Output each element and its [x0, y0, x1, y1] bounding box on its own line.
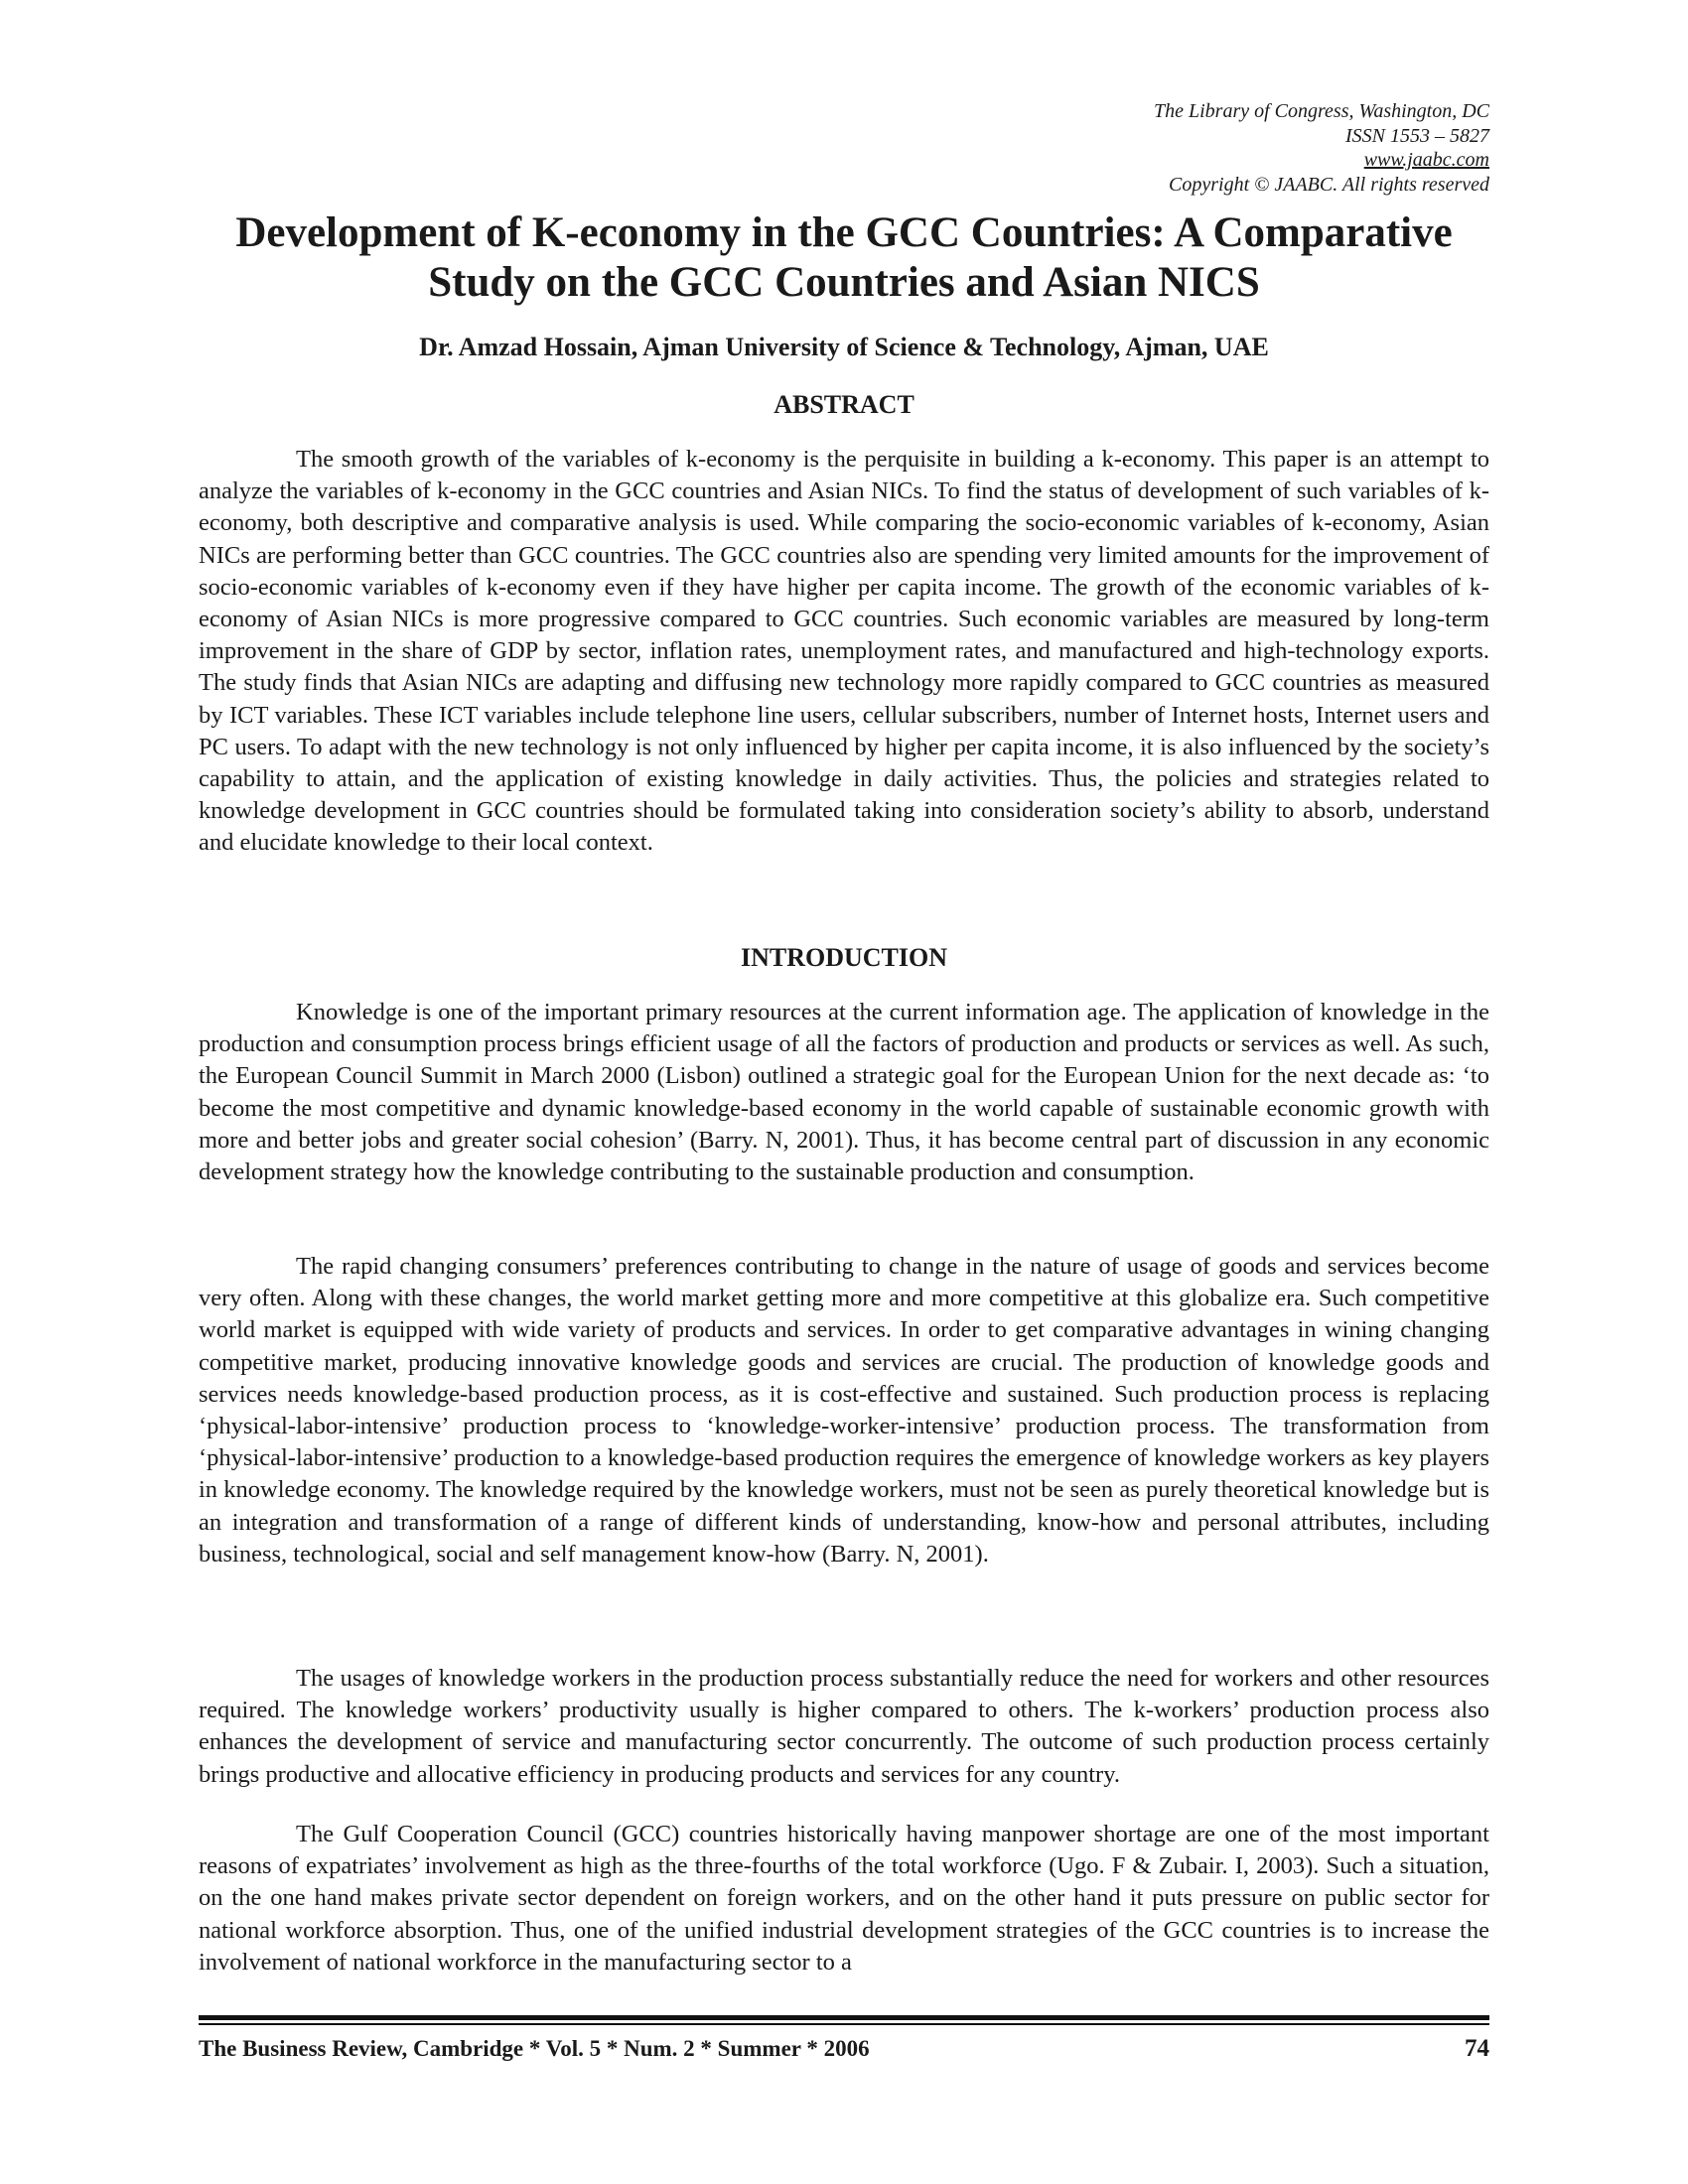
introduction-paragraph-1: Knowledge is one of the important primary resources at the current information age. The application of knowledge in the production and consumption process brings efficient usage of all the factors of production and products or services as well. As such, the European Council Summit in March 2000 (Lisbon) outlined a strategic goal for the European Union for the next decade as: ‘to become the most competitive and dynamic knowledge-based economy in the world capable of sustainable economic growth with more and better jobs and greater social cohesion’ (Barry. N, 2001). Thus, it has become central part of discussion in any economic development strategy how the knowledge contributing to the sustainable production and consumption. — [199, 999, 1489, 1186]
paper-title: Development of K-economy in the GCC Countries: A Comparative Study on the GCC Countries and Asian NICS — [235, 209, 1453, 306]
abstract-heading: ABSTRACT — [774, 390, 914, 419]
abstract-text: The smooth growth of the variables of k-economy is the perquisite in building a k-economy. This paper is an attempt to analyze the variables of k-economy in the GCC countries and Asian NICs. To find the status of development of such variables of k-economy, both descriptive and comparative analysis is used. While comparing the socio-economic variables of k-economy, Asian NICs are performing better than GCC countries. The GCC countries also are spending very limited amounts for the improvement of socio-economic variables of k-economy even if they have higher per capita income. The growth of the economic variables of k-economy of Asian NICs is more progressive compared to GCC countries. Such economic variables are measured by long-term improvement in the share of GDP by sector, inflation rates, unemployment rates, and manufactured and high-technology exports. The study finds that Asian NICs are adapting and diffusing new technology more rapidly compared to GCC countries as measured by ICT variables. These ICT variables include telephone line users, cellular subscribers, number of Internet hosts, Internet users and PC users. To adapt with the new technology is not only influenced by higher per capita income, it is also influenced by the society’s capability to attain, and the application of existing knowledge in daily activities. Thus, the policies and strategies related to knowledge development in GCC countries should be formulated taking into consideration society’s ability to absorb, understand and elucidate knowledge to their local context. — [199, 446, 1489, 857]
footer-journal-citation: The Business Review, Cambridge * Vol. 5 * Num. 2 * Summer * 2006 — [199, 2036, 870, 2061]
copyright-line: Copyright © JAABC. All rights reserved — [1169, 173, 1489, 196]
publisher-line: The Library of Congress, Washington, DC — [1153, 100, 1489, 122]
issn-line: ISSN 1553 – 5827 — [1345, 124, 1489, 147]
author-line: Dr. Amzad Hossain, Ajman University of Science & Technology, Ajman, UAE — [419, 333, 1269, 361]
introduction-paragraph-3: The usages of knowledge workers in the production process substantially reduce the need for workers and other resources required. The knowledge workers’ productivity usually is higher compared to others. The k-workers’ production process also enhances the development of service and manufacturing sector concurrently. The outcome of such production process certainly brings productive and allocative efficiency in producing products and services for any country. — [199, 1665, 1489, 1788]
introduction-paragraph-4: The Gulf Cooperation Council (GCC) countries historically having manpower shortage are one of the most important reasons of expatriates’ involvement as high as the three-fourths of the total workforce (Ugo. F & Zubair. I, 2003). Such a situation, on the one hand makes private sector dependent on foreign workers, and on the other hand it puts pressure on public sector for national workforce absorption. Thus, one of the unified industrial development strategies of the GCC countries is to increase the involvement of national workforce in the manufacturing sector to a — [199, 1821, 1489, 1976]
website-link[interactable]: www.jaabc.com — [1363, 149, 1489, 171]
introduction-heading: INTRODUCTION — [740, 943, 948, 972]
footer-divider-thin — [199, 2023, 1489, 2025]
publication-meta — [794, 99, 1489, 197]
page-number: 74 — [1465, 2035, 1489, 2062]
introduction-paragraph-2: The rapid changing consumers’ preferences contributing to change in the nature of usage of goods and services become very often. Along with these changes, the world market getting more and more competitive at this globalize era. Such competitive world market is equipped with wide variety of products and services. In order to get comparative advantages in wining changing competitive market, producing innovative knowledge goods and services are crucial. The production of knowledge goods and services needs knowledge-based production process, as it is cost-effective and sustained. Such production process is replacing ‘physical-labor-intensive’ production process to ‘knowledge-worker-intensive’ production process. The transformation from ‘physical-labor-intensive’ production to a knowledge-based production requires the emergence of knowledge workers as key players in knowledge economy. The knowledge required by the knowledge workers, must not be seen as purely theoretical knowledge but is an integration and transformation of a range of different kinds of understanding, know-how and personal attributes, including business, technological, social and self management know-how (Barry. N, 2001). — [199, 1253, 1489, 1568]
footer-divider — [199, 2015, 1489, 2020]
